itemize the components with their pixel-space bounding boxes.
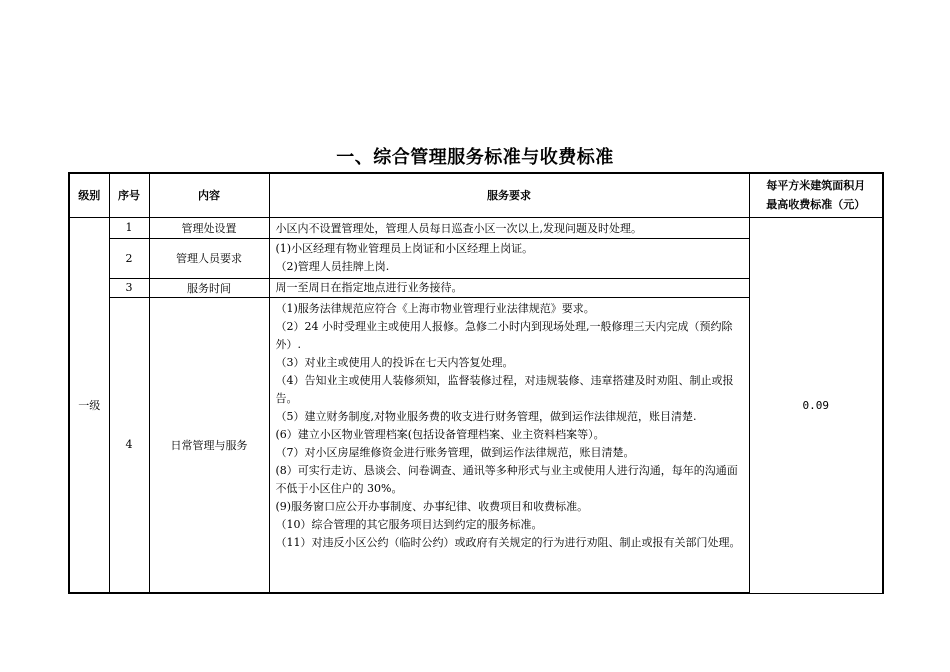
requirement-line: （2）24 小时受理业主或使用人报修。急修二小时内到现场处理,一般修理三天内完成（预约除外）. (275, 319, 733, 351)
page-title: 一、综合管理服务标准与收费标准 (336, 147, 614, 168)
content-cell: 管理处设置 (149, 217, 269, 238)
seq-cell: 2 (109, 238, 149, 278)
level-cell: 一级 (69, 217, 109, 593)
requirements-cell (269, 297, 749, 593)
requirement-line: （2)管理人员挂牌上岗. (275, 259, 390, 273)
seq-cell: 1 (109, 217, 149, 238)
table-header-row (69, 173, 883, 217)
header-fee-line1: 每平方米建筑面积月 (766, 179, 866, 193)
header-requirements: 服务要求 (269, 173, 749, 217)
requirement-line: （10）综合管理的其它服务项目达到约定的服务标准。 (275, 517, 543, 531)
header-level: 级别 (69, 173, 109, 217)
service-standard-table (68, 172, 884, 594)
requirement-line: （3）对业主或使用人的投诉在七天内答复处理。 (275, 355, 514, 369)
content-cell: 服务时间 (149, 278, 269, 297)
requirement-line: 周一至周日在指定地点进行业务接待。 (275, 280, 463, 294)
table-row (69, 217, 883, 238)
requirement-line: （1)服务法律规范应符合《上海市物业管理行业法律规范》要求。 (275, 301, 595, 315)
content-cell: 管理人员要求 (149, 238, 269, 278)
requirements-cell (269, 217, 749, 238)
seq-cell: 3 (109, 278, 149, 297)
requirements-cell (269, 278, 749, 297)
requirement-line: (8）可实行走访、恳谈会、问卷调查、通讯等多种形式与业主或使用人进行沟通，每年的沟通面不低于小区住户的 30%。 (275, 463, 738, 495)
requirement-line: （5）建立财务制度,对物业服务费的收支进行财务管理，做到运作法律规范，账目清楚. (275, 409, 697, 423)
content-cell: 日常管理与服务 (149, 297, 269, 593)
requirement-line: （7）对小区房屋维修资金进行账务管理，做到运作法律规范，账目清楚。 (275, 445, 635, 459)
header-seq: 序号 (109, 173, 149, 217)
requirement-line: (6）建立小区物业管理档案(包括设备管理档案、业主资料档案等）。 (275, 427, 605, 441)
requirement-line: (9)服务窗口应公开办事制度、办事纪律、收费项目和收费标准。 (275, 499, 589, 513)
requirement-line: 小区内不设置管理处，管理人员每日巡查小区一次以上,发现问题及时处理。 (275, 221, 642, 235)
requirements-cell (269, 238, 749, 278)
requirement-line: （4）告知业主或使用人装修须知，监督装修过程，对违规装修、违章搭建及时劝阻、制止或报告。 (275, 373, 734, 405)
requirement-line: (1)小区经理有物业管理员上岗证和小区经理上岗证。 (275, 241, 534, 255)
header-fee (749, 173, 883, 217)
seq-cell: 4 (109, 297, 149, 593)
requirement-line: （11）对违反小区公约（临时公约）或政府有关规定的行为进行劝阻、制止或报有关部门处理。 (275, 535, 741, 549)
fee-cell: 0.09 (749, 217, 883, 593)
header-fee-line2: 最高收费标准（元） (766, 198, 866, 212)
header-content: 内容 (149, 173, 269, 217)
